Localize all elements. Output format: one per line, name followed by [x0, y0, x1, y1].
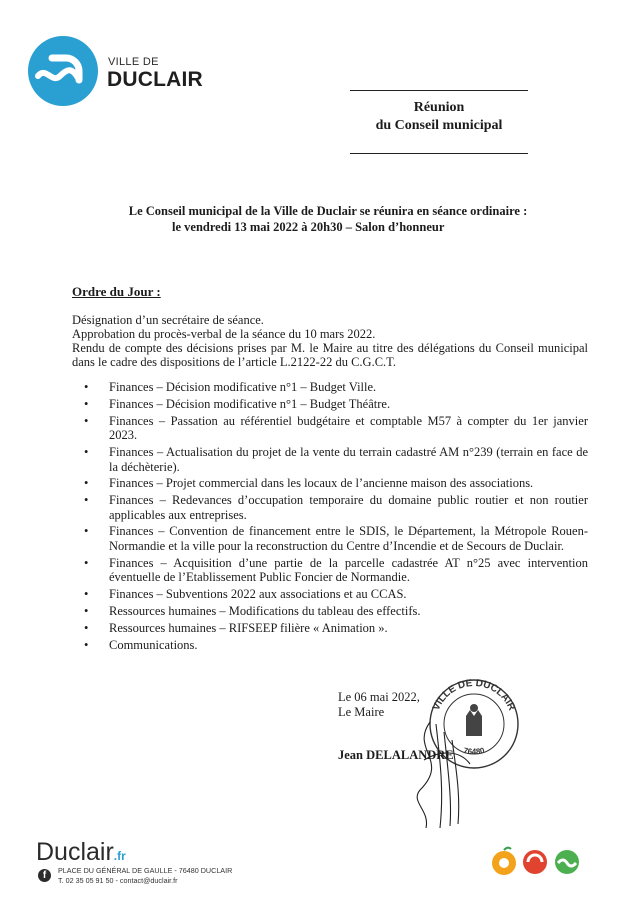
- agenda-item: • Communications.: [72, 638, 588, 653]
- footer-partner-icons: [490, 846, 584, 876]
- agenda-item: • Ressources humaines – RIFSEEP filière « Animation ».: [72, 621, 588, 636]
- intro-item: Rendu de compte des décisions prises par M. le Maire au titre des délégations du Conseil municipal dans le cadre des dispositions de l’article L.2122-22 du C.G.C.T.: [72, 341, 588, 369]
- title-reunion: Réunion: [413, 100, 465, 115]
- duclair-logo: [28, 36, 98, 106]
- logo-text-ville-de: VILLE DE: [108, 56, 159, 68]
- announcement-line-1: Le Conseil municipal de la Ville de Duclair se réunira en séance ordinaire :: [128, 204, 528, 218]
- agenda-item: • Finances – Acquisition d’une partie de la parcelle cadastrée AT n°25 avec intervention éventuelle de l’Etablissement Public Foncier de Normandie.: [72, 556, 588, 585]
- title-top-rule: [350, 90, 528, 91]
- agenda-item: • Finances – Subventions 2022 aux associations et au CCAS.: [72, 587, 588, 602]
- footer-brand: [36, 838, 126, 867]
- green-wave-icon: [555, 850, 579, 874]
- red-swirl-icon: [523, 850, 547, 874]
- agenda-item: • Finances – Décision modificative n°1 – Budget Théâtre.: [72, 397, 588, 412]
- order-of-day-heading: Ordre du Jour :: [72, 284, 161, 299]
- signature-role: Le Maire: [338, 705, 385, 719]
- title-bottom-rule: [350, 153, 528, 154]
- footer-address: PLACE DU GÉNÉRAL DE GAULLE - 76480 DUCLAIR: [58, 866, 233, 875]
- agenda-item: • Finances – Convention de financement entre le SDIS, le Département, la Métropole Rouen-Normandie et la ville pour la reconstruction du Centre d’Incendie et de Secours de Duclair.: [72, 524, 588, 553]
- seal-top-text: VILLE DE DUCLAIR: [430, 677, 518, 713]
- intro-item: Désignation d’un secrétaire de séance.: [72, 313, 264, 327]
- intro-item: Approbation du procès-verbal de la séance du 10 mars 2022.: [72, 327, 376, 341]
- agenda-item: • Finances – Passation au référentiel budgétaire et comptable M57 à compter du 1er janvier 2023.: [72, 414, 588, 443]
- agenda-item: • Finances – Décision modificative n°1 – Budget Ville.: [72, 380, 588, 395]
- title-conseil-municipal: du Conseil municipal: [375, 118, 503, 133]
- seal-bottom-text: 76480: [462, 745, 486, 757]
- footer-brand-suffix: .fr: [113, 849, 126, 863]
- orange-apple-icon: [492, 848, 516, 875]
- agenda-item: • Ressources humaines – Modifications du tableau des effectifs.: [72, 604, 588, 619]
- signature-date: Le 06 mai 2022,: [338, 690, 420, 704]
- handwritten-signature: [400, 720, 480, 830]
- agenda-list: [72, 380, 588, 654]
- agenda-item: • Finances – Redevances d’occupation temporaire du domaine public routier et non routier applicables aux entreprises.: [72, 493, 588, 522]
- agenda-item: • Finances – Actualisation du projet de la vente du terrain cadastré AM n°239 (terrain en face de la déchèterie).: [72, 445, 588, 474]
- signature-name: Jean DELALANDRE: [338, 748, 454, 762]
- logo-text-duclair: DUCLAIR: [107, 68, 203, 91]
- agenda-item: • Finances – Projet commercial dans les locaux de l’ancienne maison des associations.: [72, 476, 588, 491]
- footer-contact: T. 02 35 05 91 50 - contact@duclair.fr: [58, 876, 178, 885]
- footer-brand-name: Duclair: [36, 838, 114, 866]
- facebook-icon[interactable]: f: [38, 869, 51, 882]
- announcement-line-2: le vendredi 13 mai 2022 à 20h30 – Salon d’honneur: [172, 220, 445, 234]
